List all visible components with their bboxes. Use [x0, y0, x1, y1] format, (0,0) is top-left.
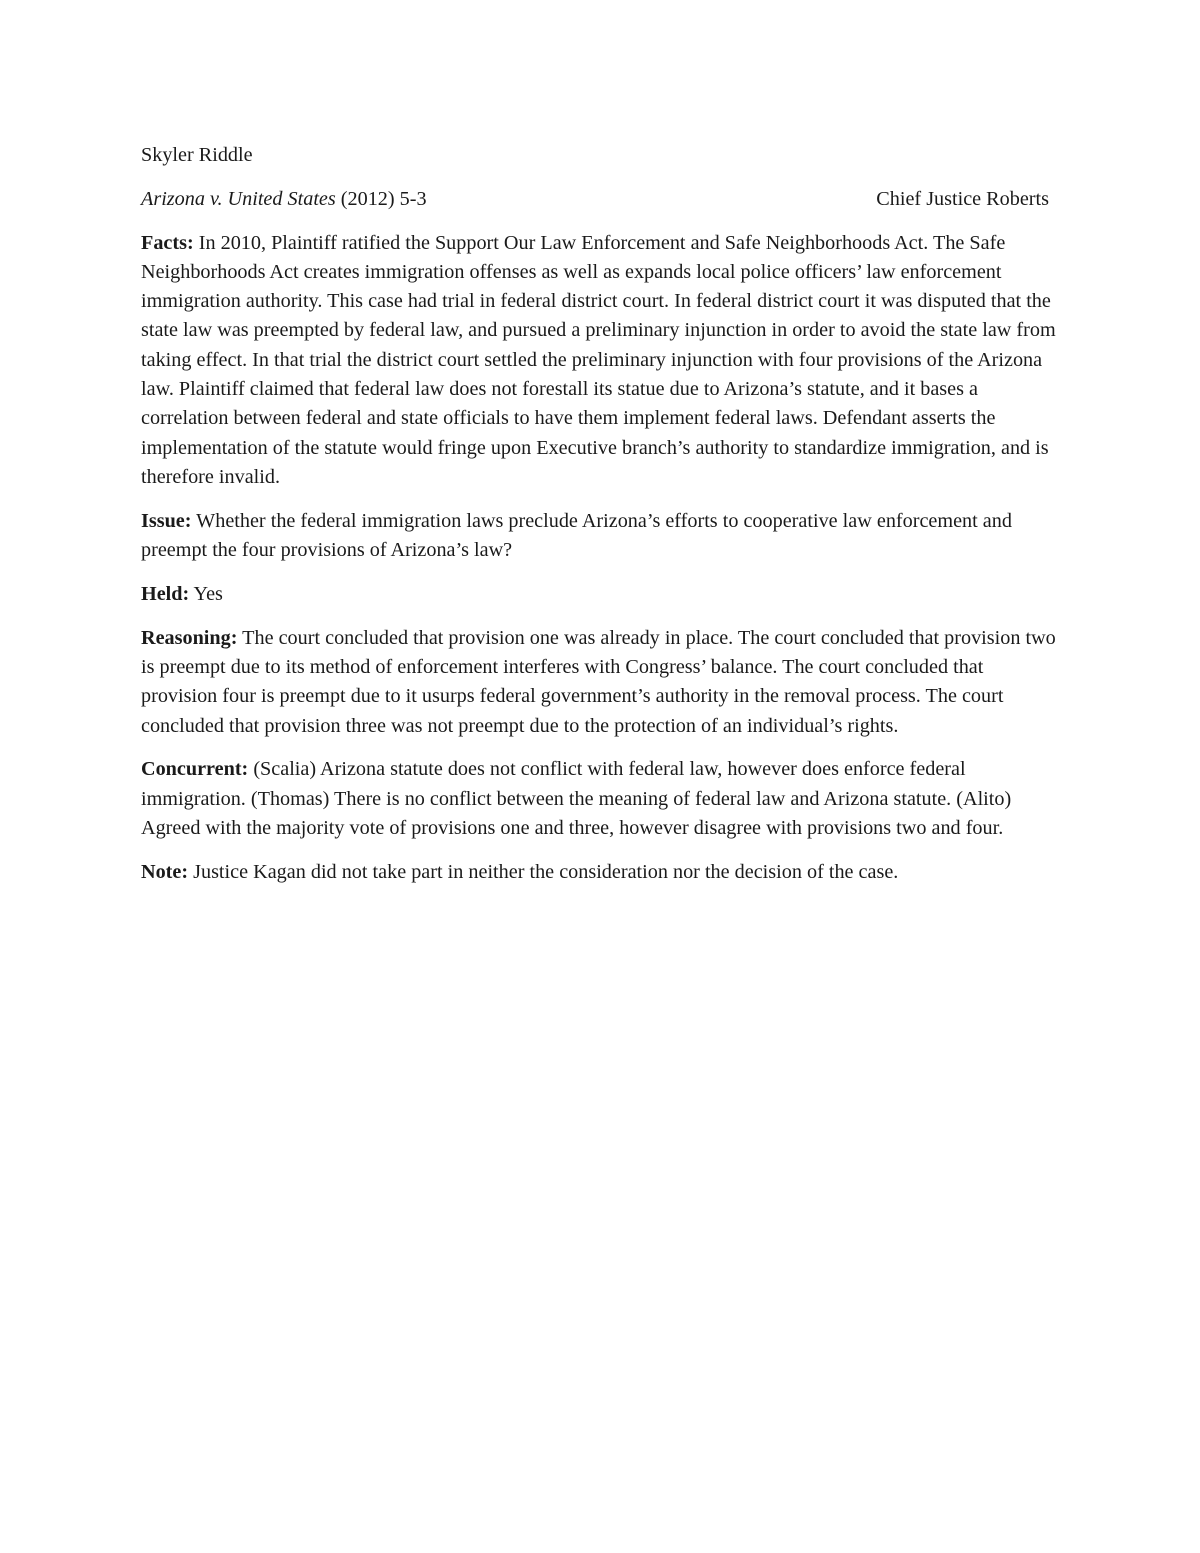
opinion-author: Chief Justice Roberts	[876, 187, 1049, 210]
case-citation	[141, 185, 427, 214]
reasoning-section	[141, 624, 1061, 741]
concurrent-section	[141, 755, 1061, 843]
issue-label: Issue:	[141, 509, 192, 532]
document-body	[141, 141, 1061, 902]
note-text: Justice Kagan did not take part in neither the consideration nor the decision of the case.	[188, 860, 899, 883]
case-year-vote: (2012) 5-3	[335, 187, 427, 210]
reasoning-label: Reasoning:	[141, 626, 238, 649]
held-text: Yes	[189, 582, 223, 605]
facts-section	[141, 229, 1061, 493]
issue-section	[141, 507, 1061, 566]
held-label: Held:	[141, 582, 190, 605]
note-section	[141, 858, 1061, 887]
facts-label: Facts:	[141, 231, 194, 254]
issue-text: Whether the federal immigration laws preclude Arizona’s efforts to cooperative law enforcement and preempt the four provisions of Arizona’s law?	[141, 509, 1012, 562]
facts-text: In 2010, Plaintiff ratified the Support Our Law Enforcement and Safe Neighborhoods Act. The Safe Neighborhoods Act creates immigration offenses as well as expands local police officers’ law enforcement immigration authority. This case had trial in federal district court. In federal district court it was disputed that the state law was preempted by federal law, and pursued a preliminary injunction in order to avoid the state law from taking effect. In that trial the district court settled the preliminary injunction with four provisions of the Arizona law. Plaintiff claimed that federal law does not forestall its statue due to Arizona’s statute, and it bases a correlation between federal and state officials to have them implement federal laws. Defendant asserts the implementation of the statute would fringe upon Executive branch’s authority to standardize immigration, and is therefore invalid.	[141, 231, 1056, 488]
concurrent-text: (Scalia) Arizona statute does not conflict with federal law, however does enforce federal immigration. (Thomas) There is no conflict between the meaning of federal law and Arizona statute. (Alito) Agreed with the majority vote of provisions one and three, however disagree with provisions two and four.	[141, 758, 1012, 839]
reasoning-text: The court concluded that provision one was already in place. The court concluded that provision two is preempt due to its method of enforcement interferes with Congress’ balance. The court concluded that provision four is preempt due to it usurps federal government’s authority in the removal process. The court concluded that provision three was not preempt due to the protection of an individual’s rights.	[141, 626, 1056, 737]
case-name: Arizona v. United States	[141, 187, 336, 210]
author-name: Skyler Riddle	[141, 144, 253, 166]
note-label: Note:	[141, 860, 189, 883]
concurrent-label: Concurrent:	[141, 758, 249, 781]
case-header	[141, 185, 1049, 214]
held-section	[141, 580, 1061, 609]
